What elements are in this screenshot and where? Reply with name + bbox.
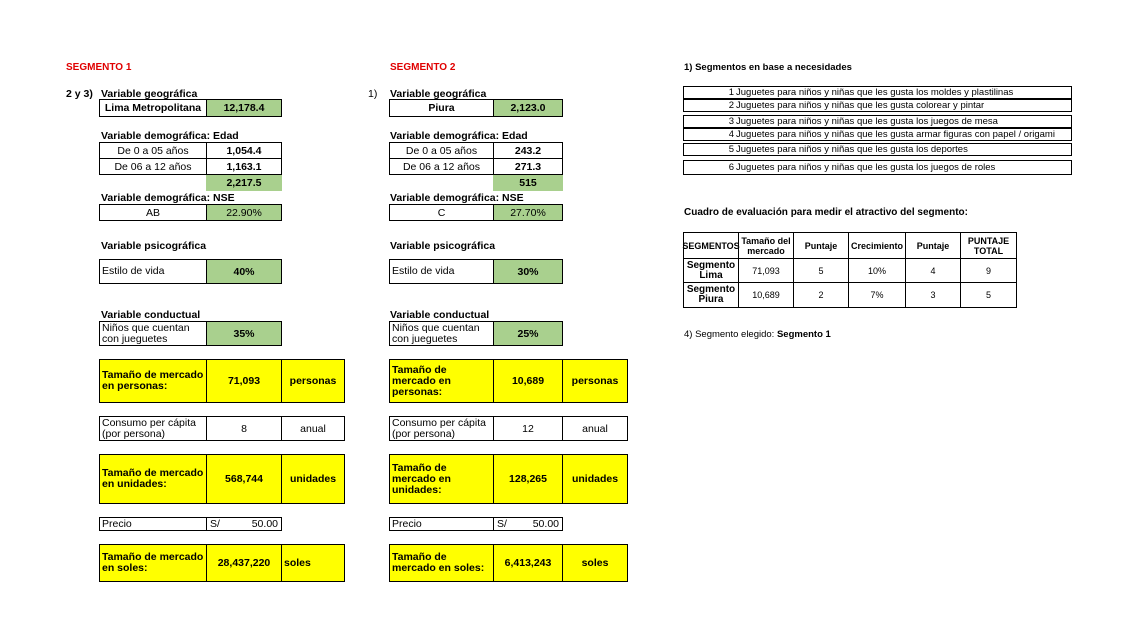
age2-value: 271.3 [493, 158, 563, 175]
psy-name: Estilo de vida [389, 259, 494, 284]
row-cell: Segmento Lima [683, 258, 739, 283]
cond-name: Niños que cuentan con jueguetes [99, 321, 207, 346]
cons-unit: anual [281, 416, 345, 441]
table-row [683, 86, 1072, 99]
price-value: 50.00 [532, 518, 559, 530]
chosen-segment [684, 329, 831, 340]
need-number: 6 [728, 162, 734, 173]
nse-name: C [389, 204, 494, 221]
psy-label: Variable psicográfica [101, 240, 207, 252]
age2-label: De 06 a 12 años [99, 158, 207, 175]
need-text: Juguetes para niños y niñas que les gusta armar figuras con papel / origami [736, 129, 1055, 140]
need-text: Juguetes para niños y niñas que les gusta los juegos de mesa [736, 116, 998, 127]
header-cell: Puntaje [905, 232, 961, 259]
psy-value: 30% [493, 259, 563, 284]
cond-value: 25% [493, 321, 563, 346]
mkt-units-label: Tamaño de mercado en unidades: [389, 454, 494, 504]
mkt-soles-label: Tamaño de mercado en soles: [99, 544, 207, 582]
table-row [683, 160, 1072, 175]
need-text: Juguetes para niños y niñas que les gusta los juegos de roles [736, 162, 996, 173]
mkt-people-value: 71,093 [206, 359, 282, 403]
mkt-units-value: 128,265 [493, 454, 563, 504]
age1-value: 243.2 [493, 142, 563, 159]
header-cell: Crecimiento [848, 232, 906, 259]
row-cell: 5 [960, 282, 1017, 308]
need-number: 1 [728, 87, 734, 98]
mkt-soles-unit: soles [281, 544, 345, 582]
nse-value: 27.70% [493, 204, 563, 221]
row-cell: 2 [793, 282, 849, 308]
geo-value: 12,178.4 [206, 99, 282, 117]
need-number: 4 [728, 129, 734, 140]
row-cell: 10,689 [738, 282, 794, 308]
geo-value: 2,123.0 [493, 99, 563, 117]
nse-name: AB [99, 204, 207, 221]
mkt-people-label: Tamaño de mercado en personas: [99, 359, 207, 403]
need-text: Juguetes para niños y niñas que les gusta los deportes [736, 144, 968, 155]
cond-value: 35% [206, 321, 282, 346]
dem-age-label: Variable demográfica: Edad [390, 130, 528, 142]
mkt-units-value: 568,744 [206, 454, 282, 504]
nse-label: Variable demográfica: NSE [390, 192, 524, 204]
mkt-units-unit: unidades [281, 454, 345, 504]
age2-value: 1,163.1 [206, 158, 282, 175]
chosen-label: 4) Segmento elegido: [684, 329, 777, 340]
age1-label: De 0 a 05 años [99, 142, 207, 159]
mkt-people-label: Tamaño de mercado en personas: [389, 359, 494, 403]
row-cell: 71,093 [738, 258, 794, 283]
table-row [683, 99, 1072, 112]
mkt-units-unit: unidades [562, 454, 628, 504]
header-cell: Puntaje [793, 232, 849, 259]
mkt-soles-label: Tamaño de mercado en soles: [389, 544, 494, 582]
geo-label: Variable geográfica [390, 88, 487, 100]
age1-value: 1,054.4 [206, 142, 282, 159]
price-value-cell [493, 517, 563, 531]
mkt-people-value: 10,689 [493, 359, 563, 403]
row-cell: 3 [905, 282, 961, 308]
mkt-people-unit: personas [562, 359, 628, 403]
geo-name: Piura [389, 99, 494, 117]
age1-label: De 0 a 05 años [389, 142, 494, 159]
cond-label: Variable conductual [390, 309, 490, 321]
age-total: 2,217.5 [206, 175, 282, 191]
psy-label: Variable psicográfica [390, 240, 496, 252]
chosen-value: Segmento 1 [776, 329, 831, 340]
segment-2-title: SEGMENTO 2 [390, 62, 456, 73]
need-text: Juguetes para niños y niñas que les gusta colorear y pintar [736, 100, 985, 111]
cond-name: Niños que cuentan con jueguetes [389, 321, 494, 346]
nse-label: Variable demográfica: NSE [101, 192, 235, 204]
price-label: Precio [99, 517, 207, 531]
mkt-soles-value: 6,413,243 [493, 544, 563, 582]
table-row [683, 115, 1072, 128]
mkt-people-unit: personas [281, 359, 345, 403]
mkt-soles-unit: soles [562, 544, 628, 582]
segment-1-step: 2 y 3) [66, 88, 93, 100]
nse-value: 22.90% [206, 204, 282, 221]
table-row [683, 128, 1072, 141]
mkt-units-label: Tamaño de mercado en unidades: [99, 454, 207, 504]
table-row [683, 143, 1072, 156]
row-cell: 10% [848, 258, 906, 283]
price-value: 50.00 [251, 518, 278, 530]
cons-value: 12 [493, 416, 563, 441]
price-label: Precio [389, 517, 494, 531]
cons-value: 8 [206, 416, 282, 441]
need-number: 5 [728, 144, 734, 155]
header-cell: SEGMENTOS [683, 232, 739, 259]
header-cell: PUNTAJE TOTAL [960, 232, 1017, 259]
evaluation-title: Cuadro de evaluación para medir el atractivo del segmento: [684, 207, 968, 218]
need-number: 3 [728, 116, 734, 127]
age-total: 515 [493, 175, 563, 191]
dem-age-label: Variable demográfica: Edad [101, 130, 239, 142]
cons-label: Consumo per cápita (por persona) [99, 416, 207, 441]
cons-unit: anual [562, 416, 628, 441]
age2-label: De 06 a 12 años [389, 158, 494, 175]
segment-1-title: SEGMENTO 1 [66, 62, 132, 73]
need-text: Juguetes para niños y niñas que les gusta los moldes y plastilinas [736, 87, 1014, 98]
row-cell: Segmento Piura [683, 282, 739, 308]
mkt-soles-value: 28,437,220 [206, 544, 282, 582]
header-cell: Tamaño del mercado [738, 232, 794, 259]
row-cell: 7% [848, 282, 906, 308]
cond-label: Variable conductual [101, 309, 201, 321]
needs-title: 1) Segmentos en base a necesidades [684, 62, 852, 73]
cons-label: Consumo per cápita (por persona) [389, 416, 494, 441]
psy-value: 40% [206, 259, 282, 284]
price-value-cell [206, 517, 282, 531]
price-currency: S/ [210, 518, 220, 530]
price-currency: S/ [497, 518, 507, 530]
need-number: 2 [728, 100, 734, 111]
row-cell: 4 [905, 258, 961, 283]
psy-name: Estilo de vida [99, 259, 207, 284]
row-cell: 9 [960, 258, 1017, 283]
row-cell: 5 [793, 258, 849, 283]
geo-name: Lima Metropolitana [99, 99, 207, 117]
segment-2-step: 1) [368, 88, 378, 100]
geo-label: Variable geográfica [101, 88, 198, 100]
